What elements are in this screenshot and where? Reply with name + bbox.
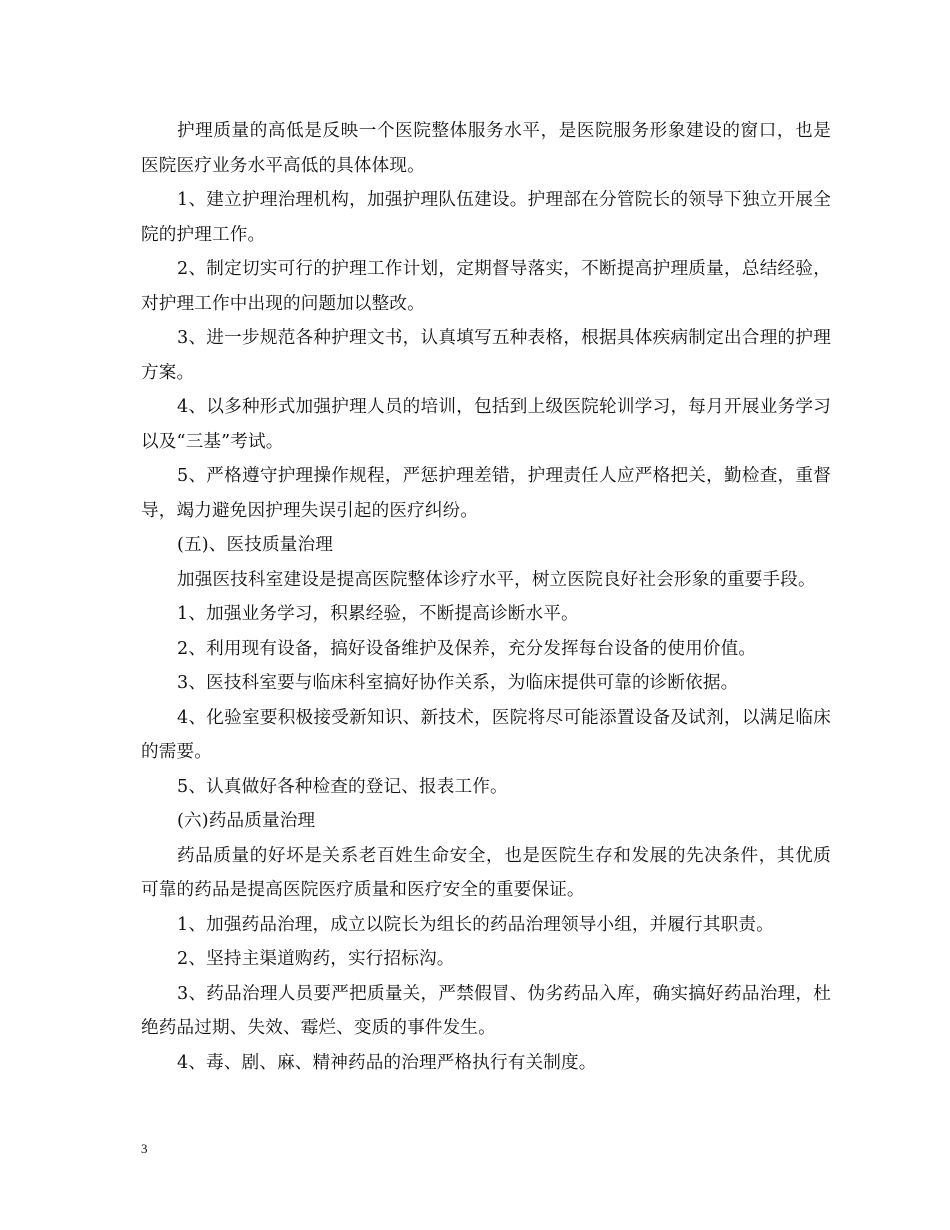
paragraph-drug-quality-intro: 药品质量的好坏是关系老百姓生命安全，也是医院生存和发展的先决条件，其优质可靠的药品是提高医院医疗质量和医疗安全的重要保证。 [141, 845, 831, 900]
paragraph-drug-quality-item-3: 3、药品治理人员要严把质量关，严禁假冒、伪劣药品入库，确实搞好药品治理，杜绝药品过期、失效、霉烂、变质的事件发生。 [141, 983, 831, 1038]
page-number: 3 [141, 1141, 148, 1156]
paragraph-nursing-item-4: 4、以多种形式加强护理人员的培训，包括到上级医院轮训学习，每月开展业务学习以及“三基”考试。 [141, 397, 831, 452]
paragraph-medical-technology-intro: 加强医技科室建设是提高医院整体诊疗水平，树立医院良好社会形象的重要手段。 [177, 569, 816, 590]
paragraph-nursing-item-3: 3、进一步规范各种护理文书，认真填写五种表格，根据具体疾病制定出合理的护理方案。 [141, 328, 831, 383]
section-heading-medical-technology: (五)、医技质量治理 [177, 535, 333, 555]
paragraph-medical-technology-item-3: 3、医技科室要与临床科室搞好协作关系，为临床提供可靠的诊断依据。 [177, 673, 739, 693]
document-body [141, 114, 831, 1080]
paragraph-medical-technology-item-5: 5、认真做好各种检查的登记、报表工作。 [177, 776, 508, 797]
paragraph-medical-technology-item-4: 4、化验室要积极接受新知识、新技术，医院将尽可能添置设备及试剂，以满足临床的需要。 [141, 707, 831, 762]
paragraph-medical-technology-item-1: 1、加强业务学习，积累经验，不断提高诊断水平。 [177, 604, 579, 624]
paragraph-nursing-quality-intro: 护理质量的高低是反映一个医院整体服务水平，是医院服务形象建设的窗口，也是医院医疗业务水平高低的具体体现。 [141, 121, 831, 176]
paragraph-nursing-item-5: 5、严格遵守护理操作规程，严惩护理差错，护理责任人应严格把关，勤检查，重督导，竭力避免因护理失误引起的医疗纠纷。 [141, 466, 831, 521]
paragraph-medical-technology-item-2: 2、利用现有设备，搞好设备维护及保养，充分发挥每台设备的使用价值。 [177, 638, 757, 659]
paragraph-drug-quality-item-2: 2、坚持主渠道购药，实行招标沟。 [177, 949, 455, 969]
paragraph-nursing-item-1: 1、建立护理治理机构，加强护理队伍建设。护理部在分管院长的领导下独立开展全院的护理工作。 [141, 190, 831, 245]
paragraph-drug-quality-item-1: 1、加强药品治理，成立以院长为组长的药品治理领导小组，并履行其职责。 [177, 914, 774, 935]
paragraph-nursing-item-2: 2、制定切实可行的护理工作计划，定期督导落实，不断提高护理质量，总结经验，对护理工作中出现的问题加以整改。 [141, 259, 831, 314]
section-heading-drug-quality: (六)药品质量治理 [177, 811, 316, 831]
paragraph-drug-quality-item-4: 4、毒、剧、麻、精神药品的治理严格执行有关制度。 [177, 1052, 597, 1073]
